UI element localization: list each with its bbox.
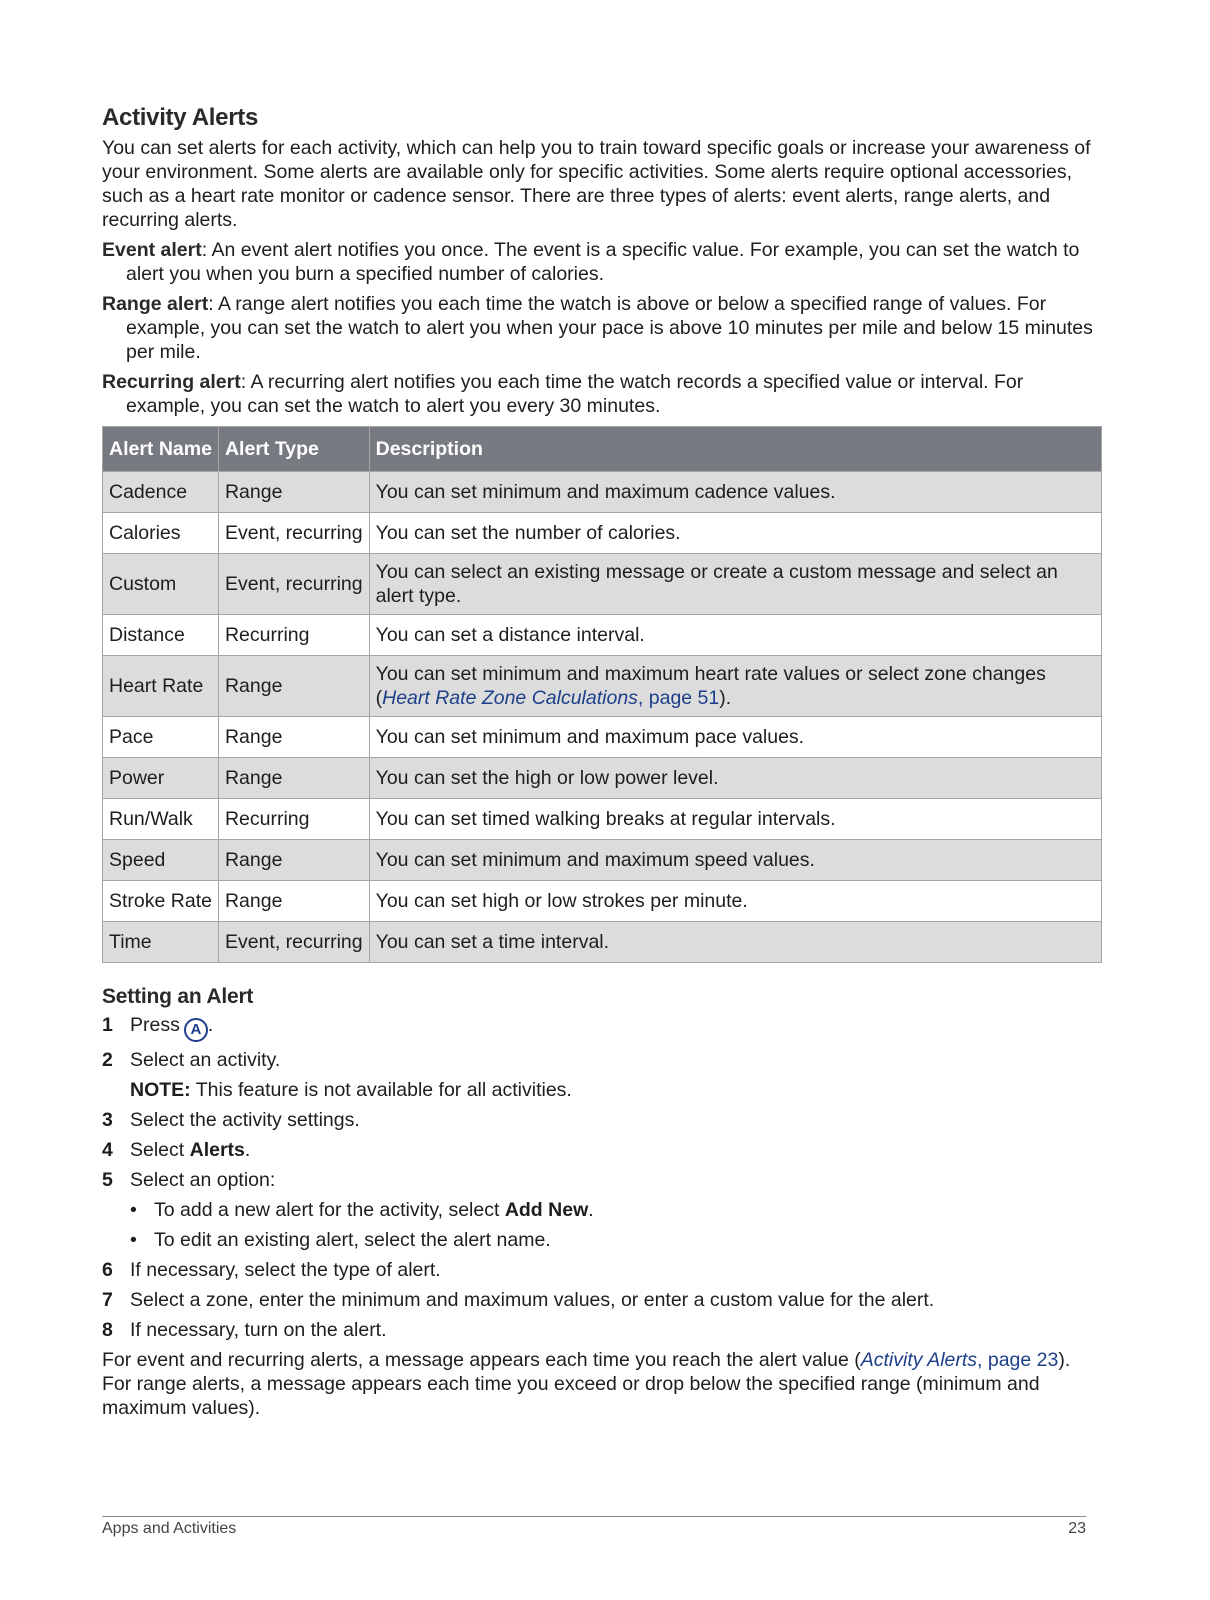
step-text-part: Select [130,1139,190,1161]
description-cell: You can set timed walking breaks at regular intervals. [369,799,1101,840]
step-7 [102,1288,1102,1312]
alerts-table [102,426,1102,963]
definition-recurring-alert [102,370,1102,418]
alert-name-cell: Calories [103,513,219,554]
step-text: Select a zone, enter the minimum and maximum values, or enter a custom value for the alert. [130,1289,935,1311]
step-text: If necessary, turn on the alert. [130,1319,387,1341]
a-button-icon: A [184,1018,208,1042]
step-number: 3 [102,1109,113,1131]
step-text [130,1138,250,1162]
step-text-part: . [207,1014,214,1036]
step-text: Select an activity. [130,1049,281,1071]
alert-name-cell: Custom [103,554,219,615]
alert-type-cell: Range [218,758,369,799]
description-text: You can set minimum and maximum heart rate values or select zone changes ( [375,663,1046,709]
alert-name-cell: Pace [103,717,219,758]
alert-name-cell: Cadence [103,472,219,513]
alert-name-cell: Speed [103,840,219,881]
table-row [103,922,1102,963]
step-5 [102,1168,1102,1192]
closing-text: ). For range alerts, a message appears each time you exceed or drop below the specified range (minimum and maximum values). [102,1349,1071,1419]
description-cell: You can set a distance interval. [369,615,1101,656]
table-row [103,799,1102,840]
section-title: Activity Alerts [102,104,259,131]
definition-term: Recurring alert [102,371,241,393]
description-cell: You can select an existing message or create a custom message and select an alert type. [369,554,1101,615]
alert-type-cell: Recurring [218,615,369,656]
alert-name-cell: Run/Walk [103,799,219,840]
step-number: 7 [102,1289,113,1311]
alert-name-cell: Time [103,922,219,963]
alert-type-cell: Range [218,656,369,717]
header-alert-name: Alert Name [103,427,219,472]
definition-term: Event alert [102,239,202,261]
menu-option-add-new: Add New [504,1199,589,1221]
heart-rate-zone-link[interactable] [382,687,719,709]
step-number: 1 [102,1014,113,1036]
definition-text: : A range alert notifies you each time the watch is above or below a specified range of values. For example, you can set the watch to alert you when your pace is above 10 minutes per mile and below 15 minutes per mile. [126,293,1093,363]
table-row [103,656,1102,717]
step-4 [102,1138,1102,1162]
definition-text: : An event alert notifies you once. The event is a specific value. For example, you can set the watch to alert you when you burn a specified number of calories. [126,239,1080,285]
description-cell: You can set the high or low power level. [369,758,1101,799]
alert-type-cell: Event, recurring [218,922,369,963]
step-text [130,1013,213,1042]
description-cell: You can set minimum and maximum pace values. [369,717,1101,758]
bullet-text-part: . [588,1199,594,1221]
alert-name-cell: Distance [103,615,219,656]
description-cell: You can set high or low strokes per minute. [369,881,1101,922]
step-text: If necessary, select the type of alert. [130,1259,441,1281]
bullet-dot: • [130,1199,137,1221]
footer-section-name: Apps and Activities [102,1520,237,1537]
step-2 [102,1048,1102,1072]
page-content [102,104,1102,1420]
alert-name-cell: Power [103,758,219,799]
alert-type-cell: Recurring [218,799,369,840]
table-row [103,513,1102,554]
table-row [103,758,1102,799]
intro-paragraph: You can set alerts for each activity, which can help you to train toward specific goals or increase your awareness of your environment. Some alerts are available only for specific activities. Some alerts require optional accessories, such as a heart rate monitor or cadence sensor. There are three types of alerts: event alerts, range alerts, and recurring alerts. [102,137,1091,231]
page-footer [102,1516,1086,1537]
step-number: 6 [102,1259,113,1281]
step-number: 5 [102,1169,113,1191]
link-page: , page 51 [637,687,720,709]
bullet-text: To edit an existing alert, select the alert name. [154,1229,551,1251]
table-row [103,840,1102,881]
alert-type-cell: Event, recurring [218,554,369,615]
alert-type-cell: Event, recurring [218,513,369,554]
table-row [103,554,1102,615]
alert-type-cell: Range [218,717,369,758]
link-page: , page 23 [977,1349,1059,1371]
note-label: NOTE: [130,1079,191,1101]
step-text-part: Press [130,1014,180,1036]
table-row [103,615,1102,656]
link-title: Activity Alerts [860,1349,978,1371]
option-bullet [102,1198,1102,1222]
description-cell: You can set a time interval. [369,922,1101,963]
table-row [103,717,1102,758]
description-cell: You can set minimum and maximum cadence values. [369,472,1101,513]
step-number: 2 [102,1049,113,1071]
alert-type-cell: Range [218,840,369,881]
option-bullet [102,1228,1102,1252]
alert-type-cell: Range [218,472,369,513]
definition-event-alert [102,238,1102,286]
definition-term: Range alert [102,293,209,315]
step-number: 8 [102,1319,113,1341]
procedure-title: Setting an Alert [102,985,254,1008]
definition-text: : A recurring alert notifies you each time the watch records a specified value or interval. For example, you can set the watch to alert you every 30 minutes. [126,371,1024,417]
closing-text: For event and recurring alerts, a message appears each time you reach the alert value ( [102,1349,861,1371]
activity-alerts-link[interactable] [861,1349,1059,1371]
description-cell: You can set the number of calories. [369,513,1101,554]
note [102,1078,1102,1102]
step-text-part: . [244,1139,251,1161]
description-cell: You can set minimum and maximum speed values. [369,840,1101,881]
link-title: Heart Rate Zone Calculations [382,687,638,709]
table-header-row [103,427,1102,472]
step-text: Select an option: [130,1169,276,1191]
step-1 [102,1013,1102,1042]
step-3 [102,1108,1102,1132]
bullet-dot: • [130,1229,137,1251]
step-number: 4 [102,1139,113,1161]
footer-page-number: 23 [1068,1520,1086,1537]
table-row [103,472,1102,513]
bullet-text [154,1198,594,1222]
header-description: Description [369,427,1101,472]
note-text: This feature is not available for all activities. [190,1079,572,1101]
menu-option-alerts: Alerts [189,1139,245,1161]
definition-range-alert [102,292,1102,364]
table-row [103,881,1102,922]
alert-type-cell: Range [218,881,369,922]
closing-paragraph [102,1348,1102,1420]
bullet-text-part: To add a new alert for the activity, select [154,1199,505,1221]
step-text: Select the activity settings. [130,1109,360,1131]
alert-name-cell: Stroke Rate [103,881,219,922]
step-8 [102,1318,1102,1342]
description-cell [369,656,1101,717]
step-6 [102,1258,1102,1282]
description-text: ). [719,687,732,709]
header-alert-type: Alert Type [218,427,369,472]
alert-name-cell: Heart Rate [103,656,219,717]
